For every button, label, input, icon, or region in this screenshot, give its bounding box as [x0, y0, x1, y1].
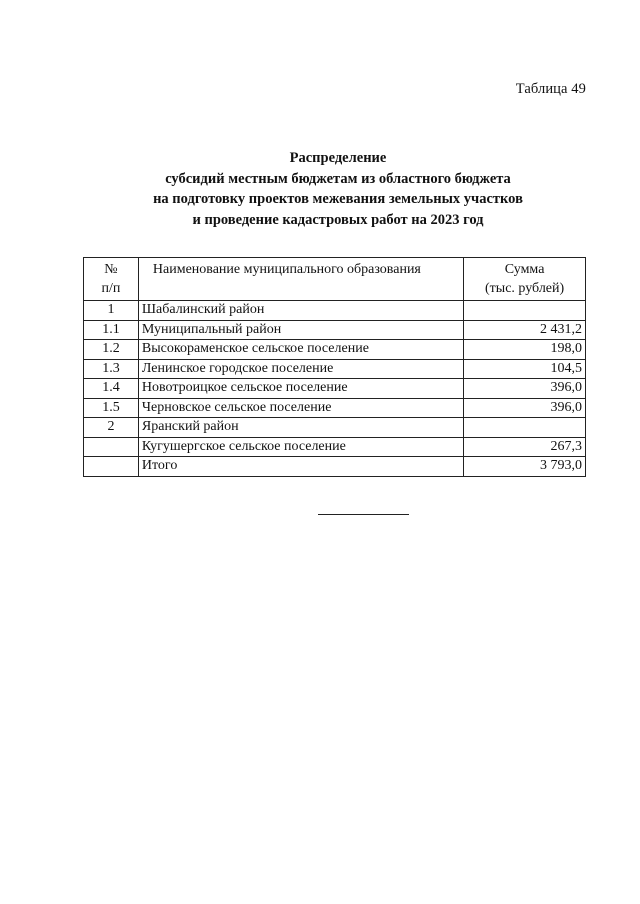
title-line: Распределение [289, 150, 387, 166]
header-sum-line: (тыс. рублей) [485, 281, 565, 296]
table-row [84, 301, 586, 321]
subsidy-table [83, 257, 586, 477]
row-sum: 396,0 [464, 379, 586, 399]
header-number-line: № [104, 262, 118, 277]
row-number: 1.3 [84, 359, 139, 379]
row-sum: 2 431,2 [464, 320, 586, 340]
row-number: 2 [84, 418, 139, 438]
row-name: Высокораменское сельское поселение [138, 340, 463, 360]
title-line: субсидий местным бюджетам из областного бюджета [165, 170, 511, 187]
row-sum [464, 301, 586, 321]
row-sum: 267,3 [464, 437, 586, 457]
row-number: 1.5 [84, 398, 139, 418]
header-sum-line: Сумма [504, 262, 545, 277]
table-total-row [84, 457, 586, 477]
table-row [84, 398, 586, 418]
header-name: Наименование муниципального образования [138, 258, 463, 301]
row-name: Черновское сельское поселение [138, 398, 463, 418]
table-row [84, 379, 586, 399]
row-number: 1 [84, 301, 139, 321]
header-number [84, 258, 139, 301]
row-sum [464, 418, 586, 438]
title-line: и проведение кадастровых работ на 2023 год [192, 211, 484, 228]
header-number-line: п/п [101, 281, 121, 296]
title-line: на подготовку проектов межевания земельных участков [153, 191, 523, 207]
row-sum: 104,5 [464, 359, 586, 379]
table-number: Таблица 49 [515, 81, 586, 97]
row-sum: 198,0 [464, 340, 586, 360]
row-number [84, 457, 139, 477]
row-name: Шабалинский район [138, 301, 463, 321]
row-number: 1.4 [84, 379, 139, 399]
row-sum: 3 793,0 [464, 457, 586, 477]
table-header-row [84, 258, 586, 301]
table-row [84, 359, 586, 379]
table-row [84, 418, 586, 438]
row-number: 1.1 [84, 320, 139, 340]
row-name: Кугушергское сельское поселение [138, 437, 463, 457]
table-row [84, 437, 586, 457]
row-name: Ленинское городское поселение [138, 359, 463, 379]
table-row [84, 340, 586, 360]
document-title [0, 148, 640, 230]
row-sum: 396,0 [464, 398, 586, 418]
row-number: 1.2 [84, 340, 139, 360]
header-sum [464, 258, 586, 301]
end-divider [318, 514, 409, 515]
row-name: Яранский район [138, 418, 463, 438]
table-row [84, 320, 586, 340]
row-number [84, 437, 139, 457]
row-name: Новотроицкое сельское поселение [138, 379, 463, 399]
row-name: Муниципальный район [138, 320, 463, 340]
row-name: Итого [138, 457, 463, 477]
